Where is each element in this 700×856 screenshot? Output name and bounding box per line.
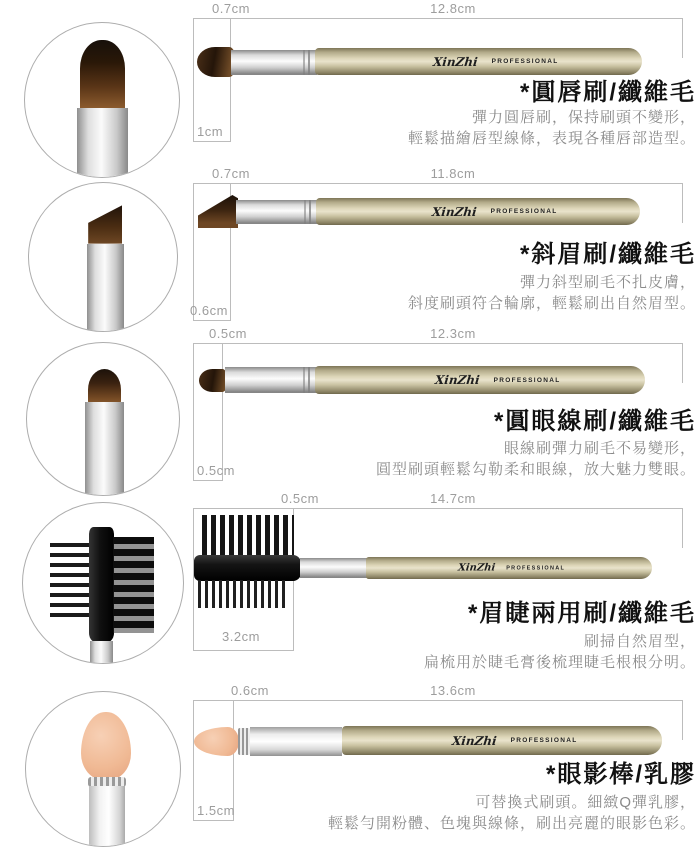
product-title: *斜眉刷/纖維毛	[519, 241, 696, 268]
dimension-tick	[682, 343, 683, 383]
dimension-tick	[193, 141, 231, 142]
product-description	[424, 631, 696, 673]
dimension-tick	[193, 480, 223, 481]
handle	[342, 726, 662, 755]
handle	[315, 366, 645, 394]
product-row-eyeshadow-applicator	[0, 680, 700, 856]
description-line-2: 輕鬆勻開粉體、色塊與線條，刷出亮麗的眼影色彩。	[327, 815, 696, 832]
length-label: 11.8cm	[430, 166, 476, 181]
product-title: *圓唇刷/纖維毛	[519, 79, 696, 106]
brand-logo	[432, 205, 558, 219]
comb-bristles-closeup	[113, 537, 155, 633]
brush-head-photo	[22, 502, 184, 664]
description-line-1: 彈力斜型刷毛不扎皮膚，	[519, 274, 696, 291]
sponge-closeup	[81, 712, 130, 780]
product-row-lip-brush	[0, 0, 700, 160]
handle	[316, 198, 640, 225]
product-row-brow-brush	[0, 160, 700, 325]
product-row-dual-brush	[0, 485, 700, 680]
bristle-closeup	[88, 369, 121, 404]
head-width-label: 0.7cm	[212, 166, 250, 181]
dimension-line	[193, 700, 682, 701]
bristle-closeup	[88, 205, 122, 243]
product-title: *眼影棒/乳膠	[545, 761, 696, 788]
ferrule-closeup	[87, 244, 124, 331]
bristle	[198, 195, 238, 228]
bristle	[197, 47, 235, 77]
product-title: *眉睫兩用刷/纖維毛	[467, 600, 696, 627]
ferrule	[236, 200, 318, 224]
dimension-tick	[193, 508, 194, 651]
head-width-label: 0.5cm	[281, 491, 319, 506]
head-width-label: 0.6cm	[231, 683, 269, 698]
ferrule	[300, 558, 368, 578]
brand-subtitle: PROFESSIONAL	[506, 565, 566, 571]
brand-name: XinZhi	[434, 373, 481, 387]
ribbed-ring	[238, 728, 250, 755]
dimension-tick	[193, 650, 294, 651]
comb-teeth	[198, 580, 286, 608]
head-size-label: 3.2cm	[222, 629, 260, 644]
brush-head-photo	[26, 342, 180, 496]
product-description	[328, 792, 696, 834]
comb-body-closeup	[89, 527, 115, 642]
description-line-1: 刷掃自然眉型，	[583, 633, 696, 650]
ferrule-closeup	[89, 786, 124, 846]
brush-head-photo	[25, 691, 181, 847]
ferrule	[225, 367, 317, 393]
head-size-label: 1cm	[197, 124, 224, 139]
dimension-line	[193, 18, 682, 19]
dimension-tick	[193, 343, 194, 481]
brand-logo	[435, 373, 561, 387]
brand-subtitle: PROFESSIONAL	[491, 58, 559, 65]
length-label: 12.3cm	[430, 326, 476, 341]
description-line-2: 輕鬆描繪唇型線條，表現各種唇部造型。	[407, 130, 696, 147]
handle	[315, 48, 642, 75]
dimension-line	[193, 508, 682, 509]
bristle-closeup	[80, 40, 125, 111]
description-line-1: 彈力圓唇刷，保持刷頭不變形，	[471, 109, 696, 126]
product-description	[408, 107, 696, 149]
ferrule	[250, 727, 342, 756]
length-label: 12.8cm	[430, 1, 476, 16]
dimension-tick	[193, 700, 194, 821]
brand-logo	[452, 734, 578, 748]
description-line-2: 圓型刷頭輕鬆勾勒柔和眼線，放大魅力雙眼。	[375, 461, 696, 478]
product-row-eyeliner-brush	[0, 325, 700, 485]
dimension-line	[193, 183, 682, 184]
dimension-tick	[682, 183, 683, 223]
dimension-tick	[193, 183, 194, 321]
length-label: 13.6cm	[430, 683, 476, 698]
ferrule	[231, 50, 317, 75]
comb-bristles	[202, 515, 294, 557]
description-line-1: 眼線刷彈力刷毛不易變形，	[503, 440, 696, 457]
product-title: *圓眼線刷/纖維毛	[493, 408, 696, 435]
head-size-label: 1.5cm	[197, 803, 235, 818]
brush-head-photo	[24, 22, 180, 178]
dimension-tick	[193, 18, 194, 142]
dimension-tick	[682, 508, 683, 548]
dimension-tick	[682, 18, 683, 58]
sponge-tip	[194, 727, 239, 756]
comb-body	[194, 555, 301, 581]
dimension-tick	[682, 700, 683, 740]
dimension-tick	[230, 18, 231, 142]
brand-subtitle: PROFESSIONAL	[510, 737, 578, 744]
bristle	[199, 369, 227, 392]
brush-head-photo	[28, 182, 178, 332]
dimension-tick	[193, 820, 234, 821]
brand-logo	[433, 55, 559, 69]
dimension-tick	[222, 343, 223, 481]
head-width-label: 0.5cm	[209, 326, 247, 341]
description-line-2: 扁梳用於睫毛膏後梳理睫毛根根分明。	[423, 654, 696, 671]
brand-name: XinZhi	[457, 562, 496, 574]
head-size-label: 0.5cm	[197, 463, 235, 478]
dimension-tick	[193, 320, 231, 321]
length-label: 14.7cm	[430, 491, 476, 506]
brand-logo	[458, 563, 565, 574]
brand-name: XinZhi	[451, 733, 498, 748]
ferrule-closeup	[85, 402, 125, 495]
product-description	[408, 272, 696, 314]
brand-name: XinZhi	[432, 54, 479, 69]
product-description	[376, 438, 696, 480]
brand-name: XinZhi	[431, 204, 478, 219]
handle	[366, 557, 652, 579]
ferrule-closeup	[90, 641, 112, 663]
comb-teeth-closeup	[50, 543, 90, 621]
brand-subtitle: PROFESSIONAL	[493, 376, 561, 384]
brand-subtitle: PROFESSIONAL	[490, 208, 558, 215]
dimension-line	[193, 343, 682, 344]
description-line-1: 可替換式刷頭。細緻Q彈乳膠，	[475, 794, 696, 811]
description-line-2: 斜度刷頭符合輪廓，輕鬆刷出自然眉型。	[407, 295, 696, 312]
head-size-label: 0.6cm	[190, 303, 228, 318]
head-width-label: 0.7cm	[212, 1, 250, 16]
